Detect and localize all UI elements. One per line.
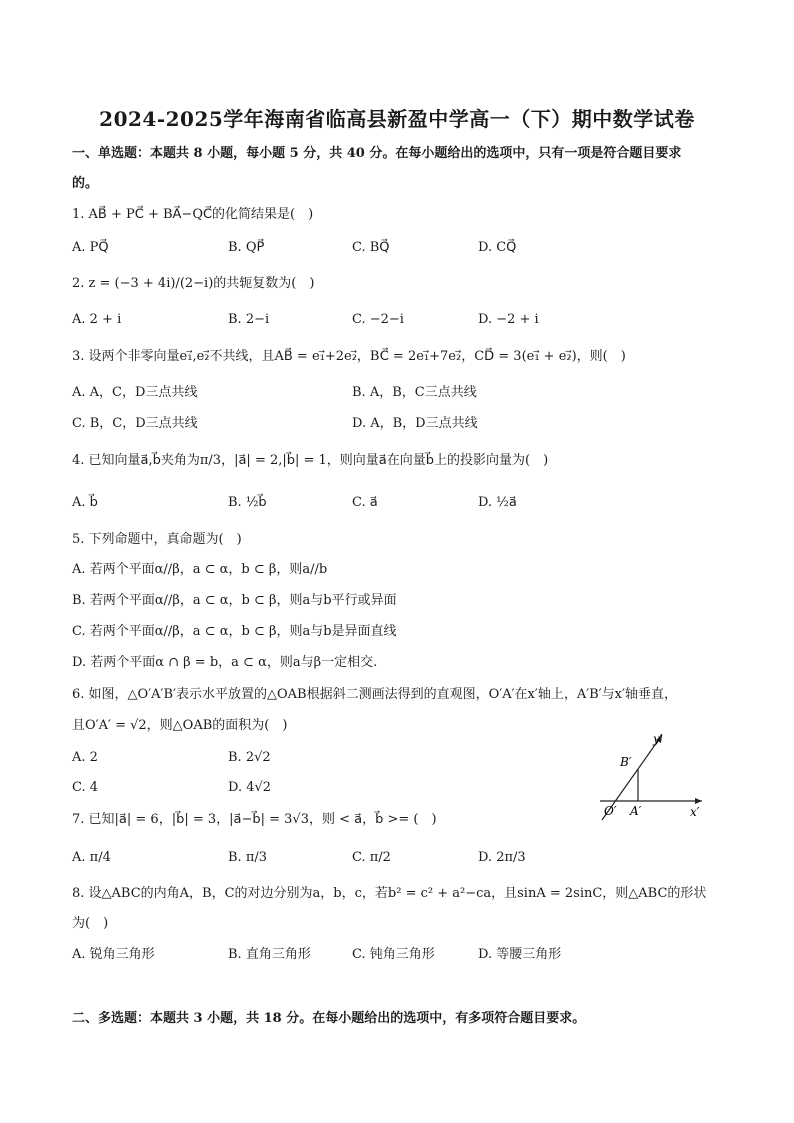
question-2-option-b: B. 2−i [228, 312, 270, 327]
section2-heading: 二、多选题：本题共 3 小题，共 18 分。在每小题给出的选项中，有多项符合题目要求。 [72, 1011, 586, 1026]
question-3-option-d: D. A，B，D三点共线 [352, 416, 478, 431]
x-axis-arrow-icon [695, 798, 702, 804]
question-7-option-b: B. π/3 [228, 850, 268, 865]
oblique-projection-figure [590, 728, 720, 828]
question-4-option-a: A. b⃗ [72, 495, 98, 510]
question-6-stem-continued: 且O′A′ = √2，则△OAB的面积为( ) [72, 718, 288, 733]
question-4-stem: 4. 已知向量a⃗,b⃗夹角为π/3，|a⃗| = 2,|b⃗| = 1，则向量a⃗在向量b⃗上的投影向量为( ) [72, 453, 549, 468]
question-6-option-b: B. 2√2 [228, 750, 271, 765]
question-2-option-c: C. −2−i [352, 312, 404, 327]
question-1-option-c: C. BQ⃗ [352, 240, 390, 255]
question-5-option-d: D. 若两个平面α ∩ β = b，a ⊂ α，则a与β一定相交. [72, 655, 378, 670]
question-2-option-a: A. 2 + i [72, 312, 122, 327]
section1-heading-line1: 一、单选题：本题共 8 小题，每小题 5 分，共 40 分。在每小题给出的选项中，只有一项是符合题目要求 [72, 146, 682, 161]
question-6-option-c: C. 4 [72, 780, 99, 795]
point-b-label: B′ [620, 755, 632, 769]
question-3-option-b: B. A，B，C三点共线 [352, 385, 477, 400]
point-a-label: A′ [630, 804, 642, 818]
question-8-option-b: B. 直角三角形 [228, 947, 311, 962]
question-1-option-d: D. CQ⃗ [478, 240, 517, 255]
question-6-option-d: D. 4√2 [228, 780, 272, 795]
x-axis-label: x′ [690, 805, 700, 819]
y-axis-label: y′ [653, 732, 663, 746]
point-o-label: O′ [604, 804, 617, 818]
question-7-option-d: D. 2π/3 [478, 850, 526, 865]
question-4-option-c: C. a⃗ [352, 495, 378, 510]
question-5-option-a: A. 若两个平面α//β，a ⊂ α，b ⊂ β，则a//b [72, 562, 328, 577]
question-5-option-c: C. 若两个平面α//β，a ⊂ α，b ⊂ β，则a与b是异面直线 [72, 624, 397, 639]
question-4-option-b: B. ½b⃗ [228, 495, 267, 510]
question-3-stem: 3. 设两个非零向量e₁⃗,e₂⃗不共线，且AB⃗ = e₁⃗+2e₂⃗，BC⃗ = 2e₁⃗+7e₂⃗，CD⃗ = 3(e₁⃗ + e₂⃗)，则( ) [72, 349, 626, 364]
question-8-option-d: D. 等腰三角形 [478, 947, 562, 962]
question-3-option-c: C. B，C，D三点共线 [72, 416, 198, 431]
question-7-stem: 7. 已知|a⃗| = 6，|b⃗| = 3，|a⃗−b⃗| = 3√3，则 < a⃗，b⃗ >= ( ) [72, 812, 437, 827]
question-6-stem: 6. 如图，△O′A′B′表示水平放置的△OAB根据斜二测画法得到的直观图，O′A′在x′轴上，A′B′与x′轴垂直， [72, 687, 677, 702]
question-8-stem-continued: 为( ) [72, 916, 109, 931]
question-7-option-a: A. π/4 [72, 850, 111, 865]
question-4-option-d: D. ½a⃗ [478, 495, 517, 510]
question-1-option-b: B. QP⃗ [228, 240, 265, 255]
question-1-option-a: A. PQ⃗ [72, 240, 109, 255]
question-5-stem: 5. 下列命题中，真命题为( ) [72, 532, 242, 547]
question-5-option-b: B. 若两个平面α//β，a ⊂ α，b ⊂ β，则a与b平行或异面 [72, 593, 397, 608]
question-2-option-d: D. −2 + i [478, 312, 539, 327]
question-7-option-c: C. π/2 [352, 850, 391, 865]
question-1-stem: 1. AB⃗ + PC⃗ + BA⃗−QC⃗的化简结果是( ) [72, 207, 314, 222]
question-6-option-a: A. 2 [72, 750, 98, 765]
question-8-option-c: C. 钝角三角形 [352, 947, 435, 962]
question-8-option-a: A. 锐角三角形 [72, 947, 155, 962]
question-8-stem: 8. 设△ABC的内角A，B，C的对边分别为a，b，c，若b² = c² + a²−ca，且sinA = 2sinC，则△ABC的形状 [72, 886, 707, 901]
page-title: 2024-2025学年海南省临高县新盈中学高一（下）期中数学试卷 [99, 107, 695, 131]
section1-heading-line2: 的。 [72, 176, 99, 191]
question-3-option-a: A. A，C，D三点共线 [72, 385, 198, 400]
question-2-stem: 2. z = (−3 + 4i)/(2−i)的共轭复数为( ) [72, 276, 315, 291]
